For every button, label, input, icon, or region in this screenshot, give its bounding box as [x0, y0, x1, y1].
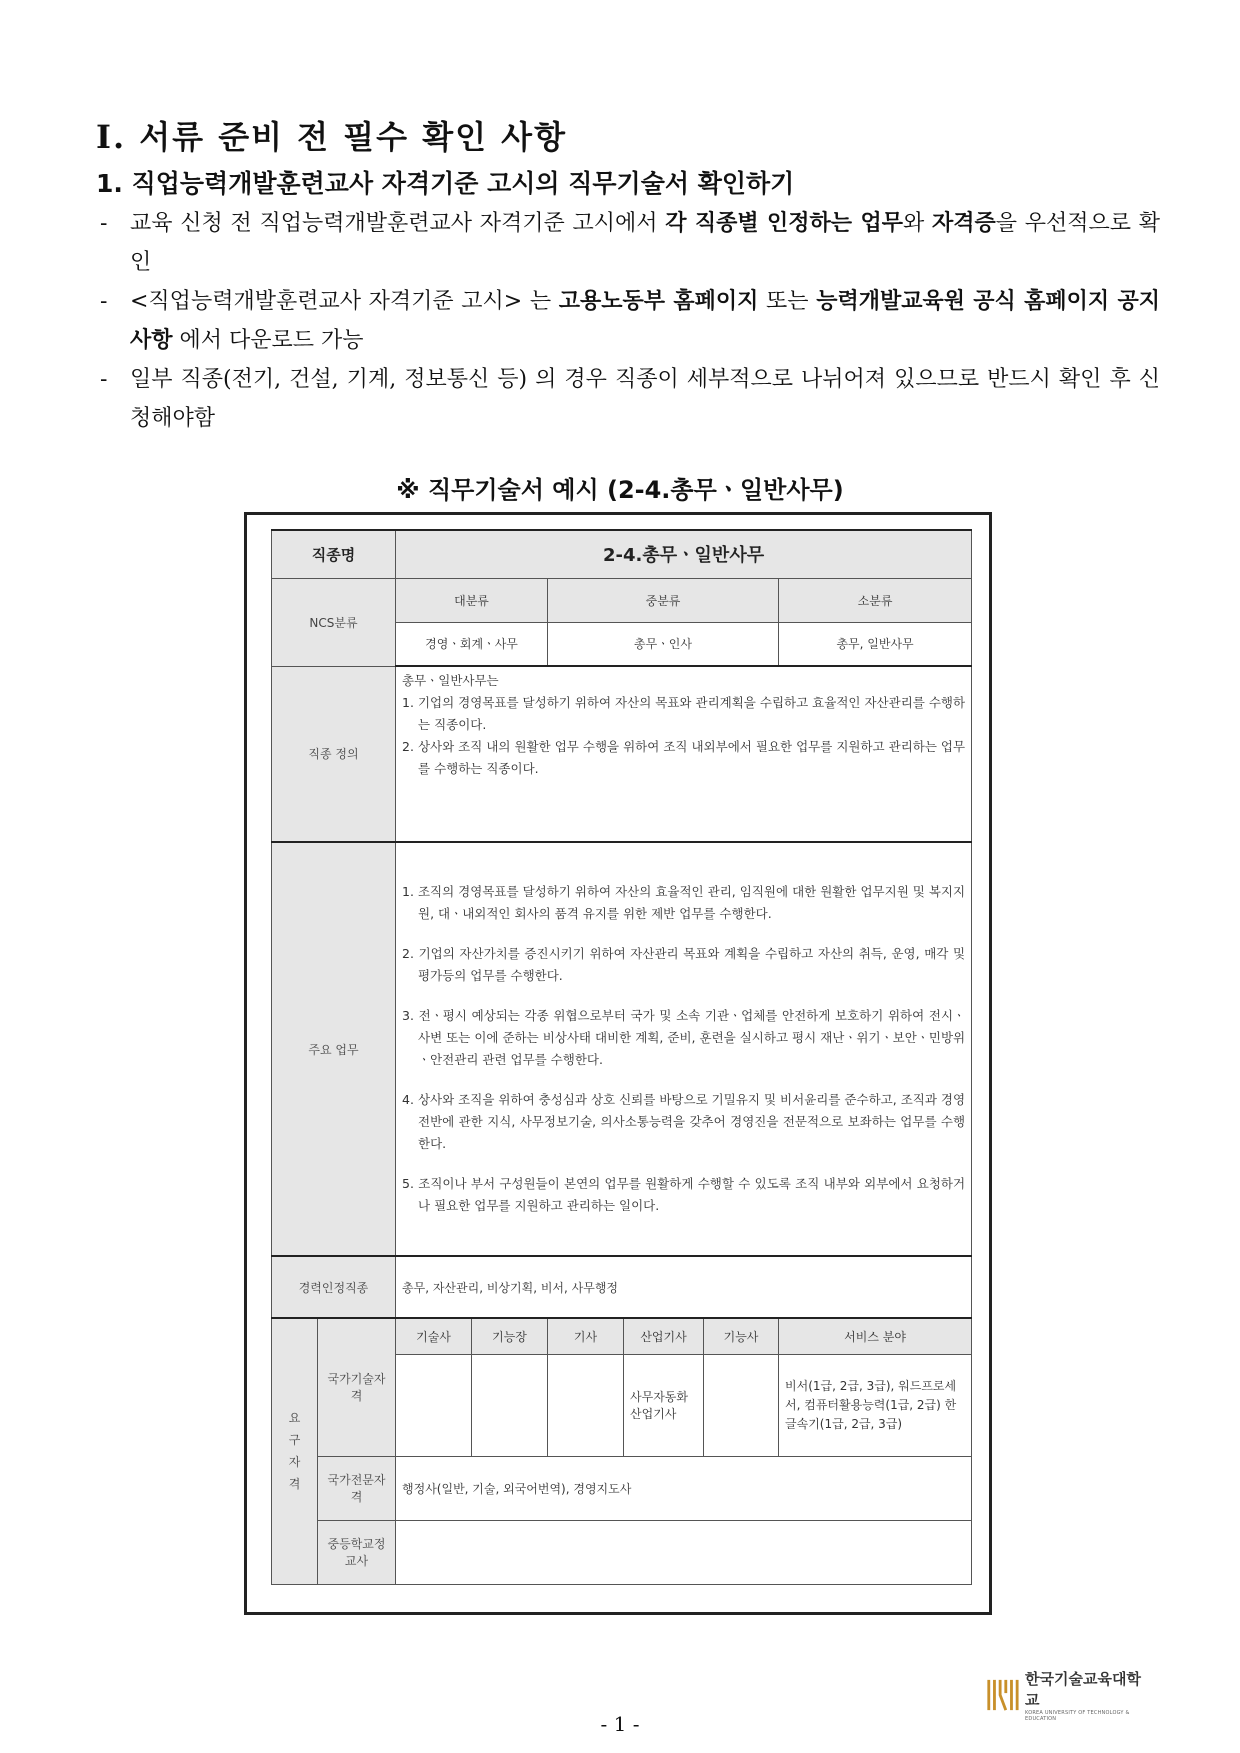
bullet-text: 교육 신청 전 직업능력개발훈련교사 자격기준 고시에서 각 직종별 인정하는 업무와 자격증을 우선적으로 확인 — [130, 211, 1160, 275]
label-career: 경력인정직종 — [272, 1256, 396, 1318]
ncs-value-middle: 총무ㆍ인사 — [548, 622, 779, 666]
table-caption: ※ 직무기술서 예시 (2-4.총무ㆍ일반사무) — [396, 476, 844, 504]
job-name: 2-4.총무ㆍ일반사무 — [396, 530, 972, 578]
label-teacher: 중등학교정교사 — [318, 1520, 396, 1584]
label-duties: 주요 업무 — [272, 842, 396, 1256]
cert-value — [396, 1354, 472, 1456]
cert-header: 기능사 — [704, 1318, 779, 1354]
cert-value — [548, 1354, 624, 1456]
duty-item: 2. 기업의 자산가치를 증진시키기 위하여 자산관리 목표와 계획을 수립하고 자산의 취득, 운영, 매각 및 평가등의 업무를 수행한다. — [402, 946, 966, 983]
cert-header: 기술사 — [396, 1318, 472, 1354]
bullet-list — [100, 204, 1160, 438]
label-definition: 직종 정의 — [272, 666, 396, 842]
definition-intro: 총무ㆍ일반사무는 — [402, 673, 499, 688]
subsection-title: 1. 직업능력개발훈련교사 자격기준 고시의 직무기술서 확인하기 — [96, 169, 795, 198]
duty-item: 1. 조직의 경영목표를 달성하기 위하여 자산의 효율적인 관리, 임직원에 대한 원활한 업무지원 및 복지지원, 대ㆍ내외적인 회사의 품격 유지를 위한 제반 업무를 수행한다. — [402, 884, 966, 921]
duty-item: 5. 조직이나 부서 구성원들이 본연의 업무를 원활하게 수행할 수 있도록 조직 내부와 외부에서 요청하거나 필요한 업무를 지원하고 관리하는 일이다. — [402, 1176, 966, 1213]
job-description-table — [271, 529, 972, 1585]
label-national-tech: 국가기술자격 — [318, 1318, 396, 1456]
cert-header: 기사 — [548, 1318, 624, 1354]
section-title: Ⅰ. 서류 준비 전 필수 확인 사항 — [96, 118, 567, 156]
bullet-item — [100, 360, 1160, 438]
duty-item: 4. 상사와 조직을 위하여 충성심과 상호 신뢰를 바탕으로 기밀유지 및 비서윤리를 준수하고, 조직과 경영 전반에 관한 지식, 사무정보기술, 의사소통능력을 갖추어 경영진을 전문적으로 보좌하는 업무를 수행한다. — [402, 1092, 966, 1151]
label-job-name: 직종명 — [272, 530, 396, 578]
university-name-en: KOREA UNIVERSITY OF TECHNOLOGY & EDUCATION — [1025, 1710, 1130, 1722]
duty-item: 3. 전ㆍ평시 예상되는 각종 위협으로부터 국가 및 소속 기관ㆍ업체를 안전하게 보호하기 위하여 전시ㆍ사변 또는 이에 준하는 비상사태 대비한 계획, 준비, 훈련을 실시하고 평시 재난ㆍ위기ㆍ보안ㆍ민방위ㆍ안전관리 관련 업무를 수행한다. — [402, 1008, 966, 1067]
cert-value — [704, 1354, 779, 1456]
bullet-text: 일부 직종(전기, 건설, 기계, 정보통신 등) 의 경우 직종이 세부적으로 나뉘어져 있으므로 반드시 확인 후 신청해야함 — [130, 367, 1160, 431]
cert-header: 서비스 분야 — [779, 1318, 972, 1354]
bullet-text: <직업능력개발훈련교사 자격기준 고시> 는 고용노동부 홈페이지 또는 능력개발교육원 공식 홈페이지 공지사항 에서 다운로드 가능 — [130, 289, 1160, 353]
logo-text — [1025, 1668, 1155, 1722]
ncs-value-minor: 총무, 일반사무 — [779, 622, 972, 666]
definition-item: 1. 기업의 경영목표를 달성하기 위하여 자산의 목표와 관리계획을 수립하고 효율적인 자산관리를 수행하는 직종이다. — [402, 695, 966, 732]
career-value: 총무, 자산관리, 비상기획, 비서, 사무행정 — [396, 1256, 972, 1318]
bullet-item — [100, 204, 1160, 282]
university-name: 한국기술교육대학교 — [1025, 1670, 1141, 1709]
definition-content — [396, 666, 972, 842]
ncs-header-middle: 중분류 — [548, 578, 779, 622]
label-national-pro: 국가전문자격 — [318, 1456, 396, 1520]
bullet-item — [100, 282, 1160, 360]
cert-value-service: 비서(1급, 2급, 3급), 워드프로세서, 컴퓨터활용능력(1급, 2급) 한글속기(1급, 2급, 3급) — [779, 1354, 972, 1456]
page-number: - 1 - — [600, 1712, 640, 1736]
cert-header: 산업기사 — [624, 1318, 704, 1354]
national-pro-value: 행정사(일반, 기술, 외국어번역), 경영지도사 — [396, 1456, 972, 1520]
ncs-header-minor: 소분류 — [779, 578, 972, 622]
cert-value — [472, 1354, 548, 1456]
bullet-dash: - — [100, 211, 108, 236]
job-description-frame — [244, 512, 992, 1615]
cert-header: 기능장 — [472, 1318, 548, 1354]
label-required: 요구자격 — [272, 1318, 318, 1584]
cert-value: 사무자동화산업기사 — [624, 1354, 704, 1456]
bullet-dash: - — [100, 367, 108, 392]
university-emblem-icon — [985, 1675, 1019, 1715]
teacher-value — [396, 1520, 972, 1584]
university-logo — [985, 1670, 1155, 1722]
ncs-header-major: 대분류 — [396, 578, 548, 622]
label-ncs: NCS분류 — [272, 578, 396, 666]
ncs-value-major: 경영ㆍ회계ㆍ사무 — [396, 622, 548, 666]
definition-item: 2. 상사와 조직 내의 원활한 업무 수행을 위하여 조직 내외부에서 필요한 업무를 지원하고 관리하는 업무를 수행하는 직종이다. — [402, 739, 966, 776]
bullet-dash: - — [100, 289, 108, 314]
duties-content — [396, 842, 972, 1256]
